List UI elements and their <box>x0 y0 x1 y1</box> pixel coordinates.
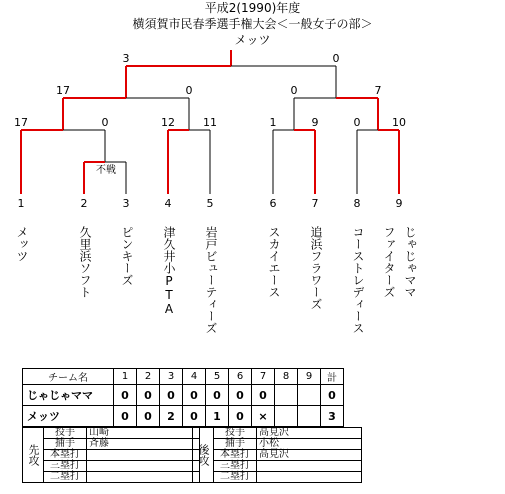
player-row <box>23 428 200 439</box>
inning-cell <box>275 385 298 406</box>
player-row <box>23 472 200 483</box>
team-name: 久里浜ソフト <box>78 226 92 298</box>
player-row <box>193 428 362 439</box>
score-label: 12 <box>161 116 175 129</box>
seed-number: 8 <box>353 197 361 210</box>
team-name: ピンキーズ <box>120 226 134 286</box>
score-label: 0 <box>290 84 298 97</box>
inning-cell <box>298 406 321 427</box>
score-table <box>22 368 344 427</box>
team-name: じゃじゃママ <box>403 226 417 298</box>
side-label: 後攻 <box>193 428 214 483</box>
role-cell: 三塁打 <box>44 461 87 472</box>
header-cell: チーム名 <box>23 369 114 385</box>
player-cell <box>257 472 362 483</box>
team-name: コーストレディース <box>351 226 365 334</box>
inning-cell: 0 <box>114 406 137 427</box>
header-cell: 6 <box>229 369 252 385</box>
player-cell: 斉藤 <box>87 439 200 450</box>
player-row <box>23 439 200 450</box>
team-name: 追浜フラワーズ <box>309 226 323 310</box>
team-name: メッツ <box>15 226 29 262</box>
inning-cell: 0 <box>229 406 252 427</box>
role-cell: 投手 <box>214 428 257 439</box>
score-label: 0 <box>353 116 361 129</box>
inning-cell: 0 <box>183 385 206 406</box>
role-cell: 捕手 <box>44 439 87 450</box>
score-label: 17 <box>14 116 28 129</box>
player-cell <box>87 472 200 483</box>
team-name: スカイエース <box>267 226 281 298</box>
team-name: ファイターズ <box>382 226 396 298</box>
score-label: 0 <box>185 84 193 97</box>
role-cell: 投手 <box>44 428 87 439</box>
forfeit-label: 不戦 <box>96 165 116 176</box>
side-label: 先攻 <box>23 428 44 483</box>
team-cell: メッツ <box>23 406 114 427</box>
player-row <box>193 461 362 472</box>
player-cell: 山崎 <box>87 428 200 439</box>
second-batting-players-table <box>192 427 362 483</box>
player-row <box>193 472 362 483</box>
score-label: 17 <box>56 84 70 97</box>
header-cell: 5 <box>206 369 229 385</box>
inning-cell: 0 <box>183 406 206 427</box>
inning-cell: 0 <box>137 385 160 406</box>
seed-number: 5 <box>206 197 214 210</box>
player-cell: 小松 <box>257 439 362 450</box>
role-cell: 捕手 <box>214 439 257 450</box>
player-cell <box>87 461 200 472</box>
seed-number: 2 <box>80 197 88 210</box>
total-cell: 3 <box>321 406 344 427</box>
score-label: 0 <box>101 116 109 129</box>
role-cell: 二塁打 <box>214 472 257 483</box>
player-row <box>23 450 200 461</box>
player-cell <box>257 461 362 472</box>
header-cell: 2 <box>137 369 160 385</box>
total-cell: 0 <box>321 385 344 406</box>
role-cell: 二塁打 <box>44 472 87 483</box>
header-cell: 計 <box>321 369 344 385</box>
header-cell: 3 <box>160 369 183 385</box>
player-row <box>23 461 200 472</box>
seed-number: 7 <box>311 197 319 210</box>
player-row <box>193 450 362 461</box>
header-cell: 7 <box>252 369 275 385</box>
role-cell: 本塁打 <box>214 450 257 461</box>
seed-number: 9 <box>395 197 403 210</box>
table-row <box>23 385 344 406</box>
header-cell: 4 <box>183 369 206 385</box>
seed-number: 4 <box>164 197 172 210</box>
score-label: 3 <box>122 52 130 65</box>
player-row <box>193 439 362 450</box>
score-label: 11 <box>203 116 217 129</box>
inning-cell: × <box>252 406 275 427</box>
team-cell: じゃじゃママ <box>23 385 114 406</box>
player-cell: 高見沢 <box>257 450 362 461</box>
score-label: 7 <box>374 84 382 97</box>
header-cell: 9 <box>298 369 321 385</box>
inning-cell: 0 <box>206 385 229 406</box>
header-cell: 8 <box>275 369 298 385</box>
inning-cell <box>298 385 321 406</box>
seed-number: 1 <box>17 197 25 210</box>
table-row <box>23 406 344 427</box>
score-label: 0 <box>332 52 340 65</box>
score-label: 1 <box>269 116 277 129</box>
tournament-bracket <box>0 0 505 230</box>
team-name: 津久井小PTA <box>162 226 176 316</box>
role-cell: 三塁打 <box>214 461 257 472</box>
inning-cell: 0 <box>114 385 137 406</box>
inning-cell: 0 <box>252 385 275 406</box>
seed-number: 6 <box>269 197 277 210</box>
inning-cell: 0 <box>229 385 252 406</box>
inning-cell: 0 <box>137 406 160 427</box>
champion-name: メッツ <box>234 33 271 47</box>
tournament-name: 横須賀市民春季選手権大会＜一般女子の部＞ <box>132 17 373 31</box>
score-table-header <box>23 369 344 385</box>
first-batting-players-table <box>22 427 200 483</box>
score-label: 10 <box>392 116 406 129</box>
header-cell: 1 <box>114 369 137 385</box>
seed-number: 3 <box>122 197 130 210</box>
page-title: 平成2(1990)年度 <box>204 1 301 15</box>
role-cell: 本塁打 <box>44 450 87 461</box>
inning-cell <box>275 406 298 427</box>
inning-cell: 1 <box>206 406 229 427</box>
player-cell: 高見沢 <box>257 428 362 439</box>
inning-cell: 2 <box>160 406 183 427</box>
inning-cell: 0 <box>160 385 183 406</box>
score-label: 9 <box>311 116 319 129</box>
player-cell <box>87 450 200 461</box>
team-name: 岩戸ビューティーズ <box>204 226 218 334</box>
